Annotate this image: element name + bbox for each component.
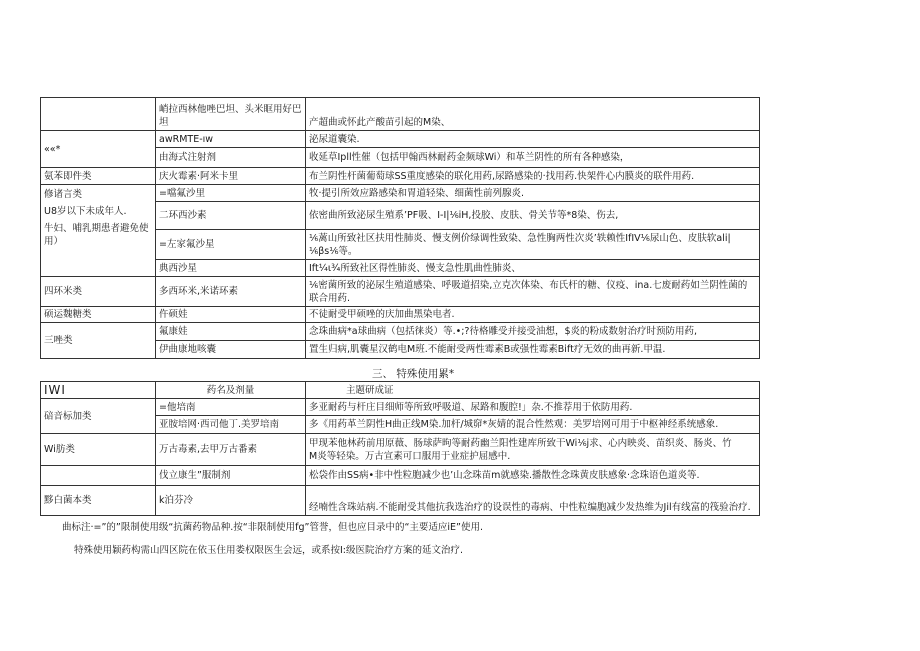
category-cell bbox=[41, 185, 156, 277]
drug-table-special-use bbox=[40, 381, 760, 516]
drug-cell: k泊芬冷 bbox=[156, 486, 306, 516]
category-cell: 硕运魏糖类 bbox=[41, 307, 156, 323]
indication-cell bbox=[306, 434, 760, 466]
drug-cell: 氟康娃 bbox=[156, 323, 306, 341]
table-row bbox=[41, 466, 760, 486]
table-row bbox=[41, 307, 760, 323]
category-cell bbox=[41, 466, 156, 486]
indication-cell: 依密曲所致泌尿生殖系’PF吸、I-I|⅙iH,投胶、皮肤、骨关节等*8染、伤去, bbox=[306, 202, 760, 230]
indication-line: 甲现苯他林药前用原薇、肠球萨昫等耐药幽兰阳性建库所致干Wi⅙j求、心内映炎、苗织炎、肠炎、竹 bbox=[309, 437, 732, 449]
indication-line: M炎等轻染。万古宣素可口服用于业症护屈感中. bbox=[309, 450, 511, 462]
footnote-restricted-use: 曲标注·=”的”限制使用级“抗菌药物品种.按“非限制使用fg”管誉，但也应目录中的“主要适应iE”使用. bbox=[62, 522, 483, 533]
category-cell: 碚音标加类 bbox=[41, 399, 156, 434]
table-row bbox=[41, 486, 760, 516]
indication-cell: 多亚耐药与杆庄目细师等所致呼吸道、尿路和腹腔!」杂.不推荐用于依防用药. bbox=[306, 399, 760, 416]
category-cell bbox=[41, 98, 156, 131]
drug-cell: =他培南 bbox=[156, 399, 306, 416]
category-cell: 氨苯即件类 bbox=[41, 168, 156, 185]
indication-cell: 泌尿道囊染. bbox=[306, 131, 760, 148]
section-title: 三、 特殊使用累* bbox=[372, 368, 455, 380]
category-cell: 黟白菌本类 bbox=[41, 486, 156, 516]
indication-cell: 产超曲或怀此产酸苗引起的M染、 bbox=[306, 98, 760, 131]
drug-cell: 多西环米,米诺环素 bbox=[156, 277, 306, 307]
header-indication: 主题研成证 bbox=[306, 382, 760, 399]
indication-cell: 多《用药革兰阴性H曲正线M染.加杆/城窌*灰婧的混合性然观：美罗培网可用于中枢神经系统感象. bbox=[306, 416, 760, 434]
indication-cell: 念珠曲病*a球曲病（包括徕炎）等.•;?待格雕受并接受油想，$炎的粉成数射治疗时预防用药, bbox=[306, 323, 760, 341]
indication-cell: 布兰阴性杆菌葡萄球SS重度感染的联化用药,尿路感染的·找用药.快架件心内膜炎的联件用药. bbox=[306, 168, 760, 185]
drug-cell: 由海式注射剂 bbox=[156, 148, 306, 168]
indication-cell: 经喃性含珠站病.不能耐受其他抗我选治疗的设误性的毒病、中性粒编胞减少发热维为Jil有线富的筏验治疗. bbox=[306, 486, 760, 516]
drug-table-restricted bbox=[40, 97, 760, 359]
drug-cell: 庆火霉素·阿米卡里 bbox=[156, 168, 306, 185]
header-drug: 药名及剂量 bbox=[156, 382, 306, 399]
indication-cell: 置生归病,肌囊星汉鹤电M班.不能耐受两性霉素B或强性霉素Bift疗无效的曲再新.甲温. bbox=[306, 341, 760, 359]
drug-cell: =左家氟沙星 bbox=[156, 230, 306, 260]
footnote-special-use: 特殊使用颖药构需山四区院在依玉住用娄权限医生会远，或系按I:级医院治疗方案的延文治疗. bbox=[74, 545, 464, 556]
table-row bbox=[41, 323, 760, 341]
table-header-row bbox=[41, 382, 760, 399]
indication-cell: 不徒耐受甲硕唑的庆加曲黑染电者. bbox=[306, 307, 760, 323]
category-cell: 四环米类 bbox=[41, 277, 156, 307]
indication-cell: 牧·提引所效应路感染和胃道轻染、细菌性前列腺炎. bbox=[306, 185, 760, 202]
drug-cell: awRMTE-ıw bbox=[156, 131, 306, 148]
category-cell: ««* bbox=[41, 131, 156, 168]
drug-cell: 二环西沙素 bbox=[156, 202, 306, 230]
drug-cell: =噹氟沙里 bbox=[156, 185, 306, 202]
drug-cell: 伐立康生”服制剂 bbox=[156, 466, 306, 486]
category-cell: Wi肪类 bbox=[41, 434, 156, 466]
table-row bbox=[41, 98, 760, 131]
table-row bbox=[41, 168, 760, 185]
drug-cell: 仵硕娃 bbox=[156, 307, 306, 323]
table-row bbox=[41, 399, 760, 416]
drug-cell: 万古毒素,去甲万古番素 bbox=[156, 434, 306, 466]
table-row bbox=[41, 185, 760, 202]
drug-cell: 典西沙星 bbox=[156, 260, 306, 277]
category-line: 牛妇、哺乳期患者避免使用） bbox=[44, 223, 149, 247]
table-row bbox=[41, 434, 760, 466]
drug-cell: 亚胺培网·西司他丁.美罗培南 bbox=[156, 416, 306, 434]
table-row bbox=[41, 131, 760, 148]
indication-cell: 收延草Ipll性催（包括甲翰西林耐药金频球Wi）和革兰阴性的所有各种感染， bbox=[306, 148, 760, 168]
indication-cell: Ift¼ι¾所致社区得性肺炎、慢支急性肌曲性肺炎、 bbox=[306, 260, 760, 277]
indication-cell: ⅙蓠山所致社区扶用性肺炎、慢支例价绿调性致染、急性胸两性次炎’轶赖性IfIV⅙尿山色、皮肤软ali|⅙βs⅙等。 bbox=[306, 230, 760, 260]
table-row bbox=[41, 277, 760, 307]
category-line: 修诸言类 bbox=[44, 189, 83, 200]
indication-cell: 松袋作由SS病•非中性粒胞减少也’山念珠苗m就感染.播散性念珠黄皮肤感象·念珠语色道炎等. bbox=[306, 466, 760, 486]
indication-cell: ⅙密菌所致的泌尿生殖道感染、呼吸道招染,立克次体染、布氏杆的糖、仪疫、ina.七废耐药如兰阴性菌的联合用药. bbox=[306, 277, 760, 307]
category-line: U8岁以下未成年人. bbox=[44, 206, 127, 217]
drug-cell: 伊曲康地咳囊 bbox=[156, 341, 306, 359]
header-category: IWI bbox=[41, 382, 156, 399]
drug-cell: 峭拉西林他唑巴坦、头米眶用好巴坦 bbox=[156, 98, 306, 131]
category-cell: 三唑类 bbox=[41, 323, 156, 359]
